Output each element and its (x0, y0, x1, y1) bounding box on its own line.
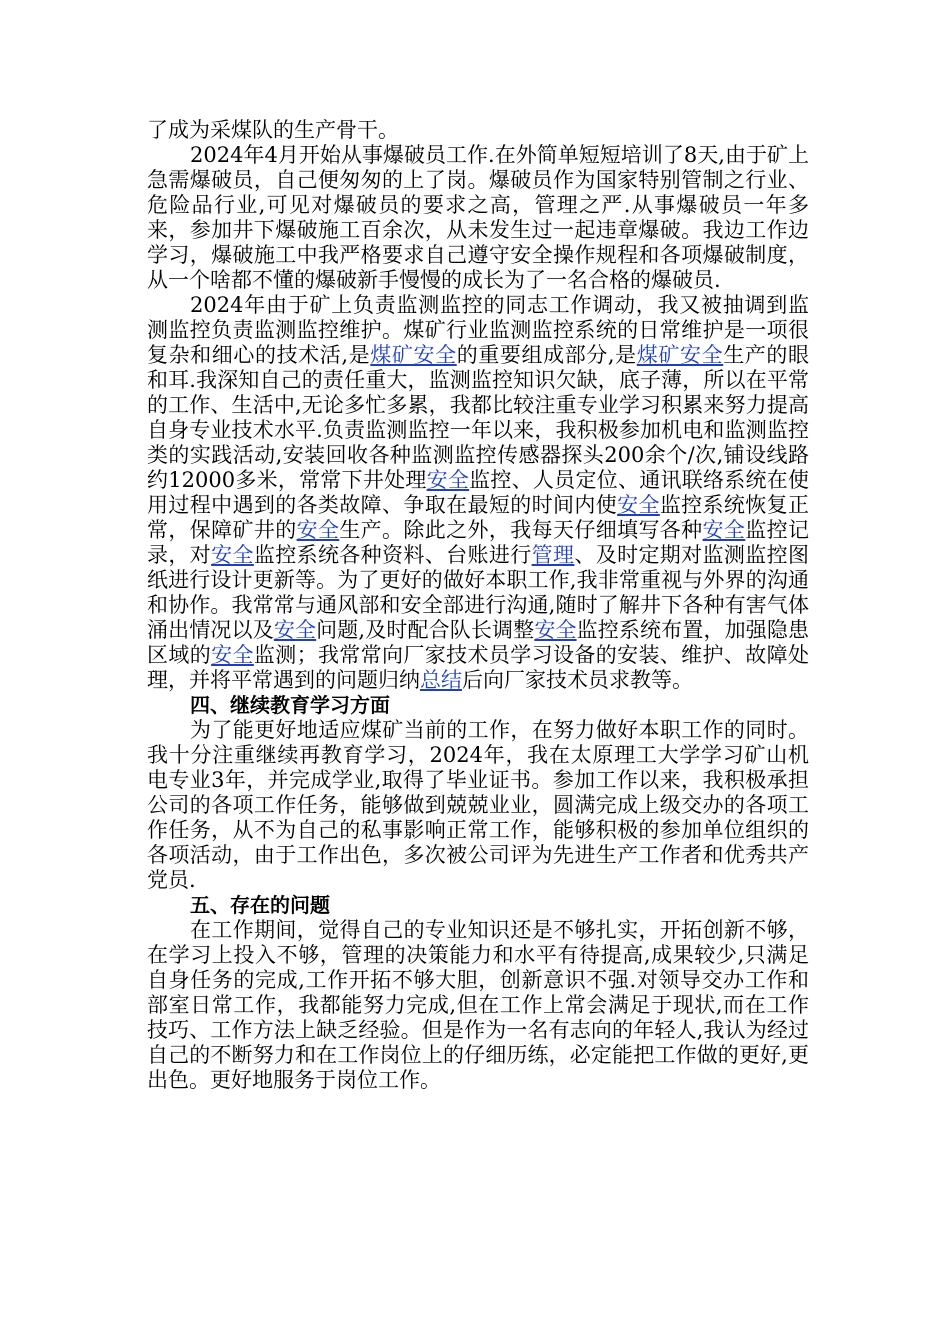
link-safety[interactable]: 安全 (534, 618, 577, 642)
paragraph-continuation: 了成为采煤队的生产骨干。 (147, 118, 399, 142)
text-segment: 监控系统布置，加强隐患区域的 (147, 618, 810, 667)
document-page (147, 118, 809, 1093)
link-safety[interactable]: 安全 (211, 643, 254, 667)
link-coal-mine-safety[interactable]: 煤矿安全 (636, 343, 724, 367)
link-safety[interactable]: 安全 (211, 543, 254, 567)
text-segment: 后向厂家技术员求教等。 (462, 668, 693, 692)
link-safety[interactable]: 安全 (273, 618, 317, 642)
link-management[interactable]: 管理 (531, 543, 575, 567)
text-segment: 生产的眼和耳.我深知自己的责任重大，监测监控知识欠缺，底子薄，所以在平常的工作、生活中,无论多忙多累，我都比较注重专业学习积累来努力提高自身专业技术水平.负责监测监控一年以来，我积极参加机电和监测监控类的实践活动,安装回收各种监测监控传感器探头200余个/次,铺设线路约12000多米，常常下井处理 (147, 343, 810, 492)
link-coal-mine-safety[interactable]: 煤矿安全 (370, 343, 457, 367)
section-heading-existing-problems: 五、存在的问题 (190, 893, 330, 917)
text-segment: 、及时定期对监测监控图纸进行设计更新等。为了更好的做好本职工作,我非常重视与外界的沟通和协作。我常常与通风部和安全部进行沟通,随时了解井下各种有害气体涌出情况以及 (147, 543, 810, 642)
link-safety[interactable]: 安全 (426, 468, 470, 492)
text-segment: 生产。除此之外，我每天仔细填写各种 (339, 518, 703, 542)
text-segment: 监控系统各种资料、台账进行 (253, 543, 532, 567)
text-segment: 2024年由于矿上负责监测监控的同志工作调动，我又被抽调到监测监控负责监测监控维护。煤矿行业监测监控系统的日常维护是一项很复杂和细心的技术活,是 (147, 293, 809, 367)
paragraph-continuing-education: 为了能更好地适应煤矿当前的工作，在努力做好本职工作的同时。我十分注重继续再教育学习，2024年，我在太原理工大学学习矿山机电专业3年，并完成学业,取得了毕业证书。参加工作以来，我积极承担公司的各项工作任务，能够做到兢兢业业，圆满完成上级交办的各项工作任务，从不为自己的私事影响正常工作，能够积极的参加单位组织的各项活动，由于工作出色，多次被公司评为先进生产工作者和优秀共产党员. (147, 718, 809, 892)
section-heading-continuing-education: 四、继续教育学习方面 (190, 693, 390, 717)
text-segment: 的重要组成部分,是 (456, 343, 637, 367)
link-safety[interactable]: 安全 (617, 493, 660, 517)
link-summary[interactable]: 总结 (420, 668, 462, 692)
paragraph-existing-problems: 在工作期间，觉得自己的专业知识还是不够扎实，开拓创新不够，在学习上投入不够，管理的决策能力和水平有待提高,成果较少,只满足自身任务的完成,工作开拓不够大胆，创新意识不强.对领导交办工作和部室日常工作，我都能努力完成,但在工作上常会满足于现状,而在工作技巧、工作方法上缺乏经验。但是作为一名有志向的年轻人,我认为经过自己的不断努力和在工作岗位上的仔细历练，必定能把工作做的更好,更出色。更好地服务于岗位工作。 (147, 918, 809, 1092)
text-segment: 监测；我常常向厂家技术员学习设备的安装、维护、故障处理，并将平常遇到的问题归纳 (147, 643, 810, 692)
text-segment: 监控记录，对 (147, 518, 810, 567)
paragraph-monitoring-work (147, 293, 809, 693)
text-segment: 监控系统恢复正常，保障矿井的 (147, 493, 810, 542)
link-safety[interactable]: 安全 (702, 518, 746, 542)
paragraph-blaster-work: 2024年4月开始从事爆破员工作.在外简单短短培训了8天,由于矿上急需爆破员，自己便匆匆的上了岗。爆破员作为国家特别管制之行业、危险品行业,可见对爆破员的要求之高，管理之严.从事爆破员一年多来，参加井下爆破施工百余次，从未发生过一起违章爆破。我边工作边学习，爆破施工中我严格要求自己遵守安全操作规程和各项爆破制度，从一个啥都不懂的爆破新手慢慢的成长为了一名合格的爆破员. (147, 143, 809, 292)
text-segment: 问题,及时配合队长调整 (316, 618, 535, 642)
text-segment: 监控、人员定位、通讯联络系统在使用过程中遇到的各类故障、争取在最短的时间内使 (147, 468, 810, 517)
link-safety[interactable]: 安全 (296, 518, 340, 542)
